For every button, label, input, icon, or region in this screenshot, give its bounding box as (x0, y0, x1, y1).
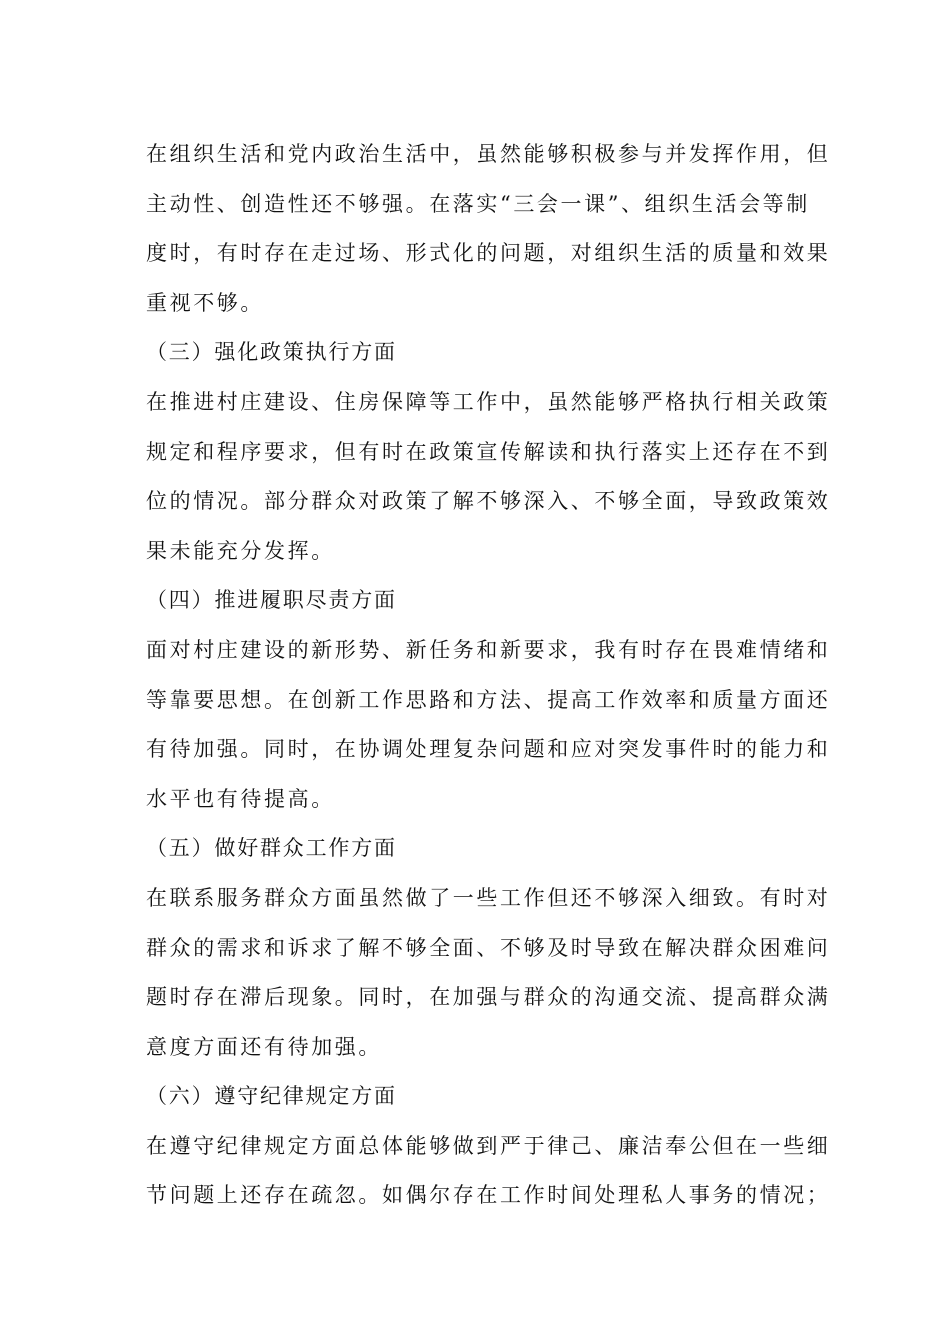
body-text-line: 在遵守纪律规定方面总体能够做到严于律己、廉洁奉公但在一些细 (146, 1133, 831, 1158)
body-text-line: 有待加强。同时，在协调处理复杂问题和应对突发事件时的能力和 (146, 737, 831, 762)
section-heading-6: （六）遵守纪律规定方面 (146, 1084, 397, 1109)
section-heading-4: （四）推进履职尽责方面 (146, 588, 397, 613)
body-text-line: 果未能充分发挥。 (146, 538, 335, 563)
body-text-line: 在推进村庄建设、住房保障等工作中，虽然能够严格执行相关政策 (146, 389, 831, 414)
body-text-line: 题时存在滞后现象。同时，在加强与群众的沟通交流、提高群众满 (146, 985, 831, 1010)
body-text-line: 水平也有待提高。 (146, 786, 335, 811)
body-text-line: 规定和程序要求，但有时在政策宣传解读和执行落实上还存在不到 (146, 439, 831, 464)
body-text-line: 在联系服务群众方面虽然做了一些工作但还不够深入细致。有时对 (146, 885, 831, 910)
body-text-line: 意度方面还有待加强。 (146, 1034, 382, 1059)
body-text-line: 面对村庄建设的新形势、新任务和新要求，我有时存在畏难情绪和 (146, 637, 831, 662)
document-body (146, 130, 831, 1221)
body-text-line: 主动性、创造性还不够强。在落实“三会一课”、组织生活会等制 (146, 191, 810, 216)
body-text-line: 节问题上还存在疏忽。如偶尔存在工作时间处理私人事务的情况； (146, 1183, 831, 1208)
body-text-line: 在组织生活和党内政治生活中，虽然能够积极参与并发挥作用，但 (146, 142, 831, 166)
body-text-line: 位的情况。部分群众对政策了解不够深入、不够全面，导致政策效 (146, 489, 831, 514)
body-text-line: 群众的需求和诉求了解不够全面、不够及时导致在解决群众困难问 (146, 935, 831, 960)
section-heading-5: （五）做好群众工作方面 (146, 836, 397, 861)
body-text-line: 度时，有时存在走过场、形式化的问题，对组织生活的质量和效果 (146, 241, 831, 266)
body-text-line: 等靠要思想。在创新工作思路和方法、提高工作效率和质量方面还 (146, 687, 831, 712)
body-text-line: 重视不够。 (146, 290, 264, 315)
section-heading-3: （三）强化政策执行方面 (146, 340, 397, 365)
